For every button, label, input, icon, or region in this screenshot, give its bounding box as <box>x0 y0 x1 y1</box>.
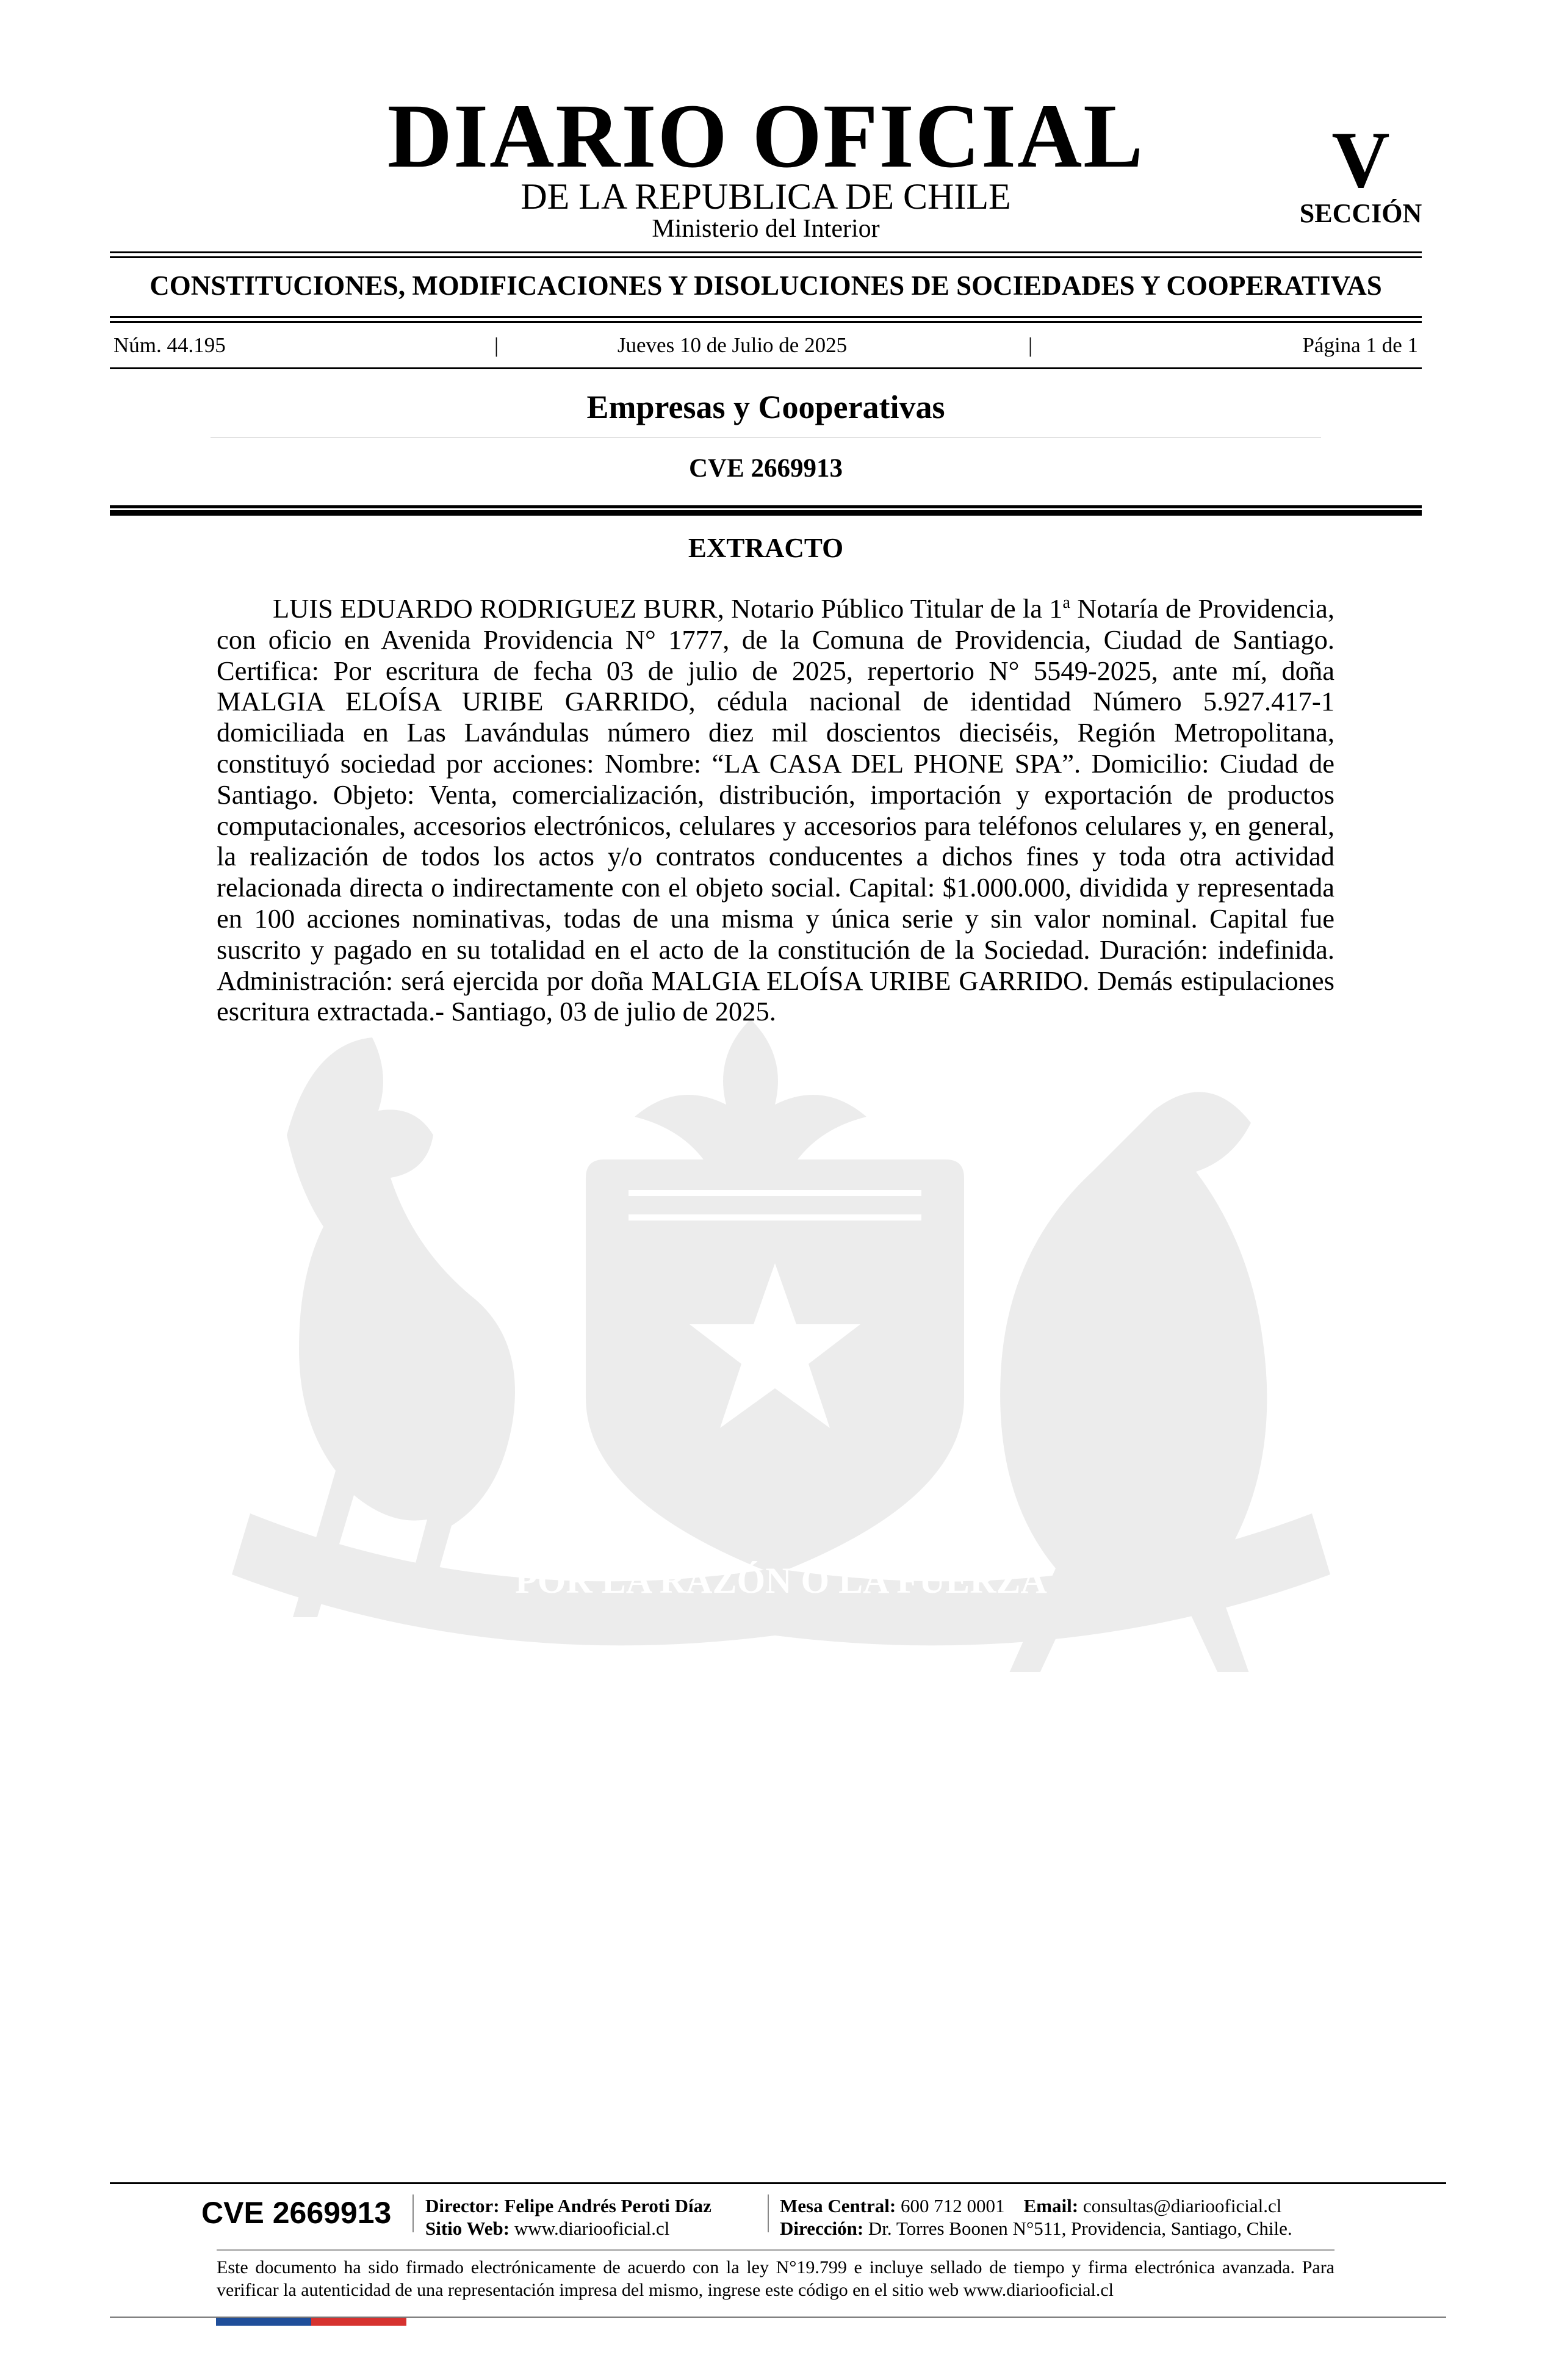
newspaper-title: DIARIO OFICIAL <box>387 85 1145 187</box>
footer-divider <box>110 2182 1446 2184</box>
section-title: CONSTITUCIONES, MODIFICACIONES Y DISOLUCIONES DE SOCIEDADES Y COOPERATIVAS <box>149 270 1382 301</box>
email-label: Email: <box>1023 2195 1079 2216</box>
footer-separator <box>768 2194 769 2232</box>
address-label: Dirección: <box>780 2218 864 2239</box>
website-link[interactable]: www.diariooficial.cl <box>514 2218 670 2239</box>
flag-stripe-red <box>311 2318 406 2326</box>
phone-label: Mesa Central: <box>780 2195 896 2216</box>
category-heading: Empresas y Cooperativas <box>586 389 945 425</box>
meta-separator: | <box>1028 333 1033 357</box>
extracto-text: LUIS EDUARDO RODRIGUEZ BURR, Notario Público Titular de la 1 <box>273 593 1063 624</box>
issue-date: Jueves 10 de Julio de 2025 <box>617 333 848 357</box>
director-name: Felipe Andrés Peroti Díaz <box>504 2195 711 2216</box>
divider <box>110 321 1422 323</box>
divider <box>110 367 1422 369</box>
phone-number: 600 712 0001 <box>901 2195 1005 2216</box>
ministry-label: Ministerio del Interior <box>652 215 880 243</box>
divider <box>110 251 1422 253</box>
flag-stripe-blue <box>216 2318 311 2326</box>
footer-divider <box>217 2249 1334 2251</box>
issue-meta-row <box>110 333 1422 358</box>
divider <box>211 437 1321 438</box>
section-label: SECCIÓN <box>1299 198 1422 228</box>
footer-contact-block <box>780 2194 1292 2240</box>
ordinal-superscript: a <box>1062 593 1070 613</box>
cve-code: CVE 2669913 <box>688 454 843 483</box>
website-label: Sitio Web: <box>425 2218 510 2239</box>
divider <box>110 510 1422 516</box>
extracto-title: EXTRACTO <box>688 533 844 563</box>
extracto-text: Notaría de Providencia, con oficio en Avenida Providencia N° 1777, de la Comuna de Providencia, Ciudad de Santiago. Certifica: Por escritura de fecha 03 de julio de 2025, repertorio N° 5549-2025, ante mí, doña MALGIA ELOÍSA URIBE GARRIDO, cédula nacional de identidad Número 5.927.417-1 domiciliada en Las Lavándulas número diez mil doscientos dieciséis, Región Metropolitana, constituyó sociedad por acciones: Nombre: “LA CASA DEL PHONE SPA”. Domicilio: Ciudad de Santiago. Objeto: Venta, comercialización, distribución, importación y exportación de productos computacionales, accesorios electrónicos, celulares y accesorios para teléfonos celulares y, en general, la realización de todos los actos y/o contratos conducentes a dichos fines y toda otra actividad relacionada directa o indirectamente con el objeto social. Capital: $1.000.000, dividida y representada en 100 acciones nominativas, todas de una misma y única serie y sin valor nominal. Capital fue suscrito y pagado en su totalidad en el acto de la constitución de la Sociedad. Duración: indefinida. Administración: será ejercida por doña MALGIA ELOÍSA URIBE GARRIDO. Demás estipulaciones escritura extractada.- Santiago, 03 de julio de 2025. <box>217 593 1334 1027</box>
footer-separator <box>412 2194 414 2232</box>
divider <box>110 316 1422 318</box>
section-number: V <box>1331 115 1390 204</box>
issue-number: Núm. 44.195 <box>113 333 226 357</box>
footer-director-block <box>425 2194 711 2240</box>
divider <box>110 256 1422 258</box>
extracto-body <box>217 593 1334 1027</box>
meta-separator: | <box>494 333 499 357</box>
footer-legal-notice: Este documento ha sido firmado electrónicamente de acuerdo con la ley N°19.799 e incluye sellado de tiempo y firma electrónica avanzada. Para verificar la autenticidad de una representación impresa del mismo, ingrese este código en el sitio web www.diariooficial.cl <box>217 2257 1334 2300</box>
watermark-motto: POR LA RAZÓN O LA FUERZA <box>515 1560 1047 1601</box>
address-text: Dr. Torres Boonen N°511, Providencia, Santiago, Chile. <box>868 2218 1292 2239</box>
email-link[interactable]: consultas@diariooficial.cl <box>1082 2195 1282 2216</box>
coat-of-arms-watermark-icon <box>201 1007 1361 1672</box>
divider <box>110 505 1422 508</box>
footer-cve-code: CVE 2669913 <box>201 2196 392 2230</box>
page-indicator: Página 1 de 1 <box>1302 333 1418 357</box>
director-label: Director: <box>425 2195 500 2216</box>
newspaper-subtitle: DE LA REPUBLICA DE CHILE <box>520 176 1011 217</box>
